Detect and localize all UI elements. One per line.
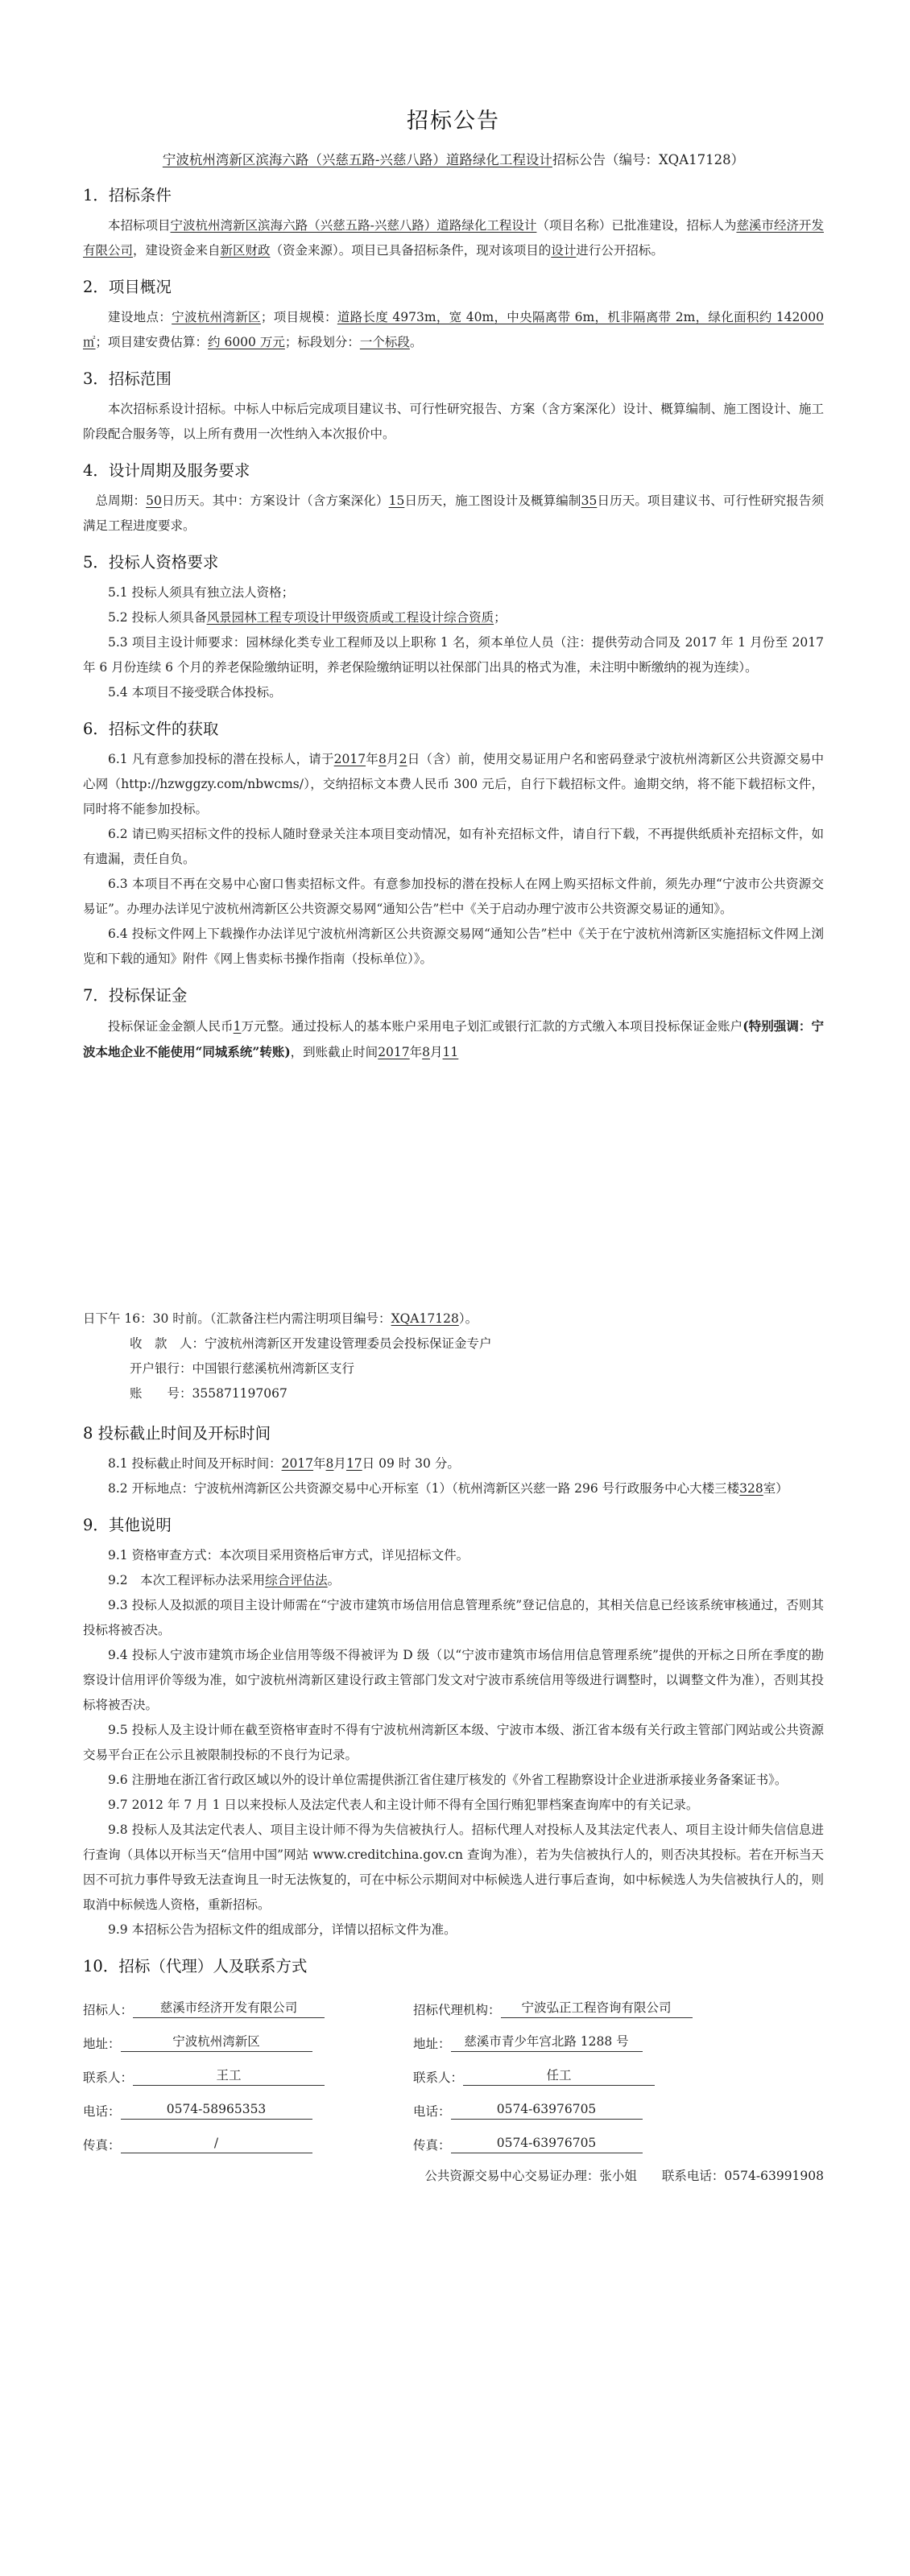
owner-fax: / bbox=[121, 2133, 312, 2153]
owner-name: 慈溪市经济开发有限公司 bbox=[133, 1998, 325, 2018]
section-9-1: 9.1 资格审查方式：本次项目采用资格后审方式，详见招标文件。 bbox=[108, 1548, 469, 1563]
section-6-2: 6.2 请已购买招标文件的投标人随时登录关注本项目变动情况，如有补充招标文件，请自行下载，不再提供纸质补充招标文件，如有遗漏，责任自负。 bbox=[83, 827, 824, 866]
footer-note: 公共资源交易中心交易证办理：张小姐 联系电话：0574-63991908 bbox=[424, 2169, 824, 2183]
page-subtitle bbox=[83, 149, 824, 168]
bank-row: 开户银行：中国银行慈溪杭州湾新区支行 bbox=[130, 1361, 355, 1376]
section-7-text: 投标保证金金额人民币1万元整。通过投标人的基本账户采用电子划汇或银行汇款的方式缴入本项目投标保证金账户(特别强调：宁波本地企业不能使用“同城系统”转账)，到账截止时间2017年8月11 bbox=[83, 1018, 824, 1059]
section-9-2: 9.2 本次工程评标办法采用综合评估法。 bbox=[108, 1573, 341, 1587]
section-heading-10: 10．招标（代理）人及联系方式 bbox=[83, 1957, 308, 1975]
page-title: 招标公告 bbox=[407, 109, 500, 134]
section-heading-1: 1．招标条件 bbox=[83, 186, 172, 204]
section-4-text: 总周期：50日历天。其中：方案设计（含方案深化）15日历天，施工图设计及概算编制35日历天。项目建议书、可行性研究报告须满足工程进度要求。 bbox=[83, 493, 824, 533]
contact-row-address: 地址： 宁波杭州湾新区 地址： 慈溪市青少年宫北路 1288 号 bbox=[83, 2018, 824, 2052]
section-5-4: 5.4 本项目不接受联合体投标。 bbox=[108, 685, 282, 700]
section-heading-3: 3．招标范围 bbox=[83, 369, 172, 388]
owner-phone: 0574-58965353 bbox=[121, 2099, 312, 2120]
section-9-6: 9.6 注册地在浙江省行政区域以外的设计单位需提供浙江省住建厅核发的《外省工程勘察设计企业进浙承接业务备案证书》。 bbox=[108, 1773, 788, 1787]
account-row: 账 号：355871197067 bbox=[130, 1386, 287, 1401]
contact-row-person: 联系人： 王工 联系人： 任工 bbox=[83, 2052, 824, 2086]
section-5-2: 5.2 投标人须具备风景园林工程专项设计甲级资质或工程设计综合资质； bbox=[108, 610, 507, 625]
agent-name: 宁波弘正工程咨询有限公司 bbox=[501, 1998, 693, 2018]
agent-fax: 0574-63976705 bbox=[451, 2133, 643, 2153]
section-6-1: 6.1 凡有意参加投标的潜在投标人，请于2017年8月2日（含）前，使用交易证用户名和密码登录宁波杭州湾新区公共资源交易中心网（http://hzwggzy.com/nbwcms/），交纳招标文本费人民币 300 元后，自行下载招标文件。逾期交纳，将不能下载招标文件，同时将不能参加投标。 bbox=[83, 752, 824, 816]
section-6-4: 6.4 投标文件网上下载操作办法详见宁波杭州湾新区公共资源交易网“通知公告”栏中《关于在宁波杭州湾新区实施招标文件网上浏览和下载的通知》附件《网上售卖标书操作指南（投标单位）》。 bbox=[83, 927, 824, 966]
section-5-3: 5.3 项目主设计师要求：园林绿化类专业工程师及以上职称 1 名，须本单位人员（注：提供劳动合同及 2017 年 1 月份至 2017 年 6 月份连续 6 个月的养老保险缴纳证明，养老保险缴纳证明以社保部门出具的格式为准，未注明中断缴纳的视为连续）。 bbox=[83, 635, 824, 675]
contact-row-fax: 传真： / 传真： 0574-63976705 bbox=[83, 2120, 824, 2153]
contacts-table bbox=[83, 1984, 824, 2153]
subtitle-suffix: 招标公告（编号：XQA17128） bbox=[552, 152, 745, 167]
agent-phone: 0574-63976705 bbox=[451, 2099, 643, 2120]
section-heading-2: 2．项目概况 bbox=[83, 278, 172, 296]
section-9-3: 9.3 投标人及拟派的项目主设计师需在“宁波市建筑市场信用信息管理系统”登记信息的，其相关信息已经该系统审核通过，否则其投标将被否决。 bbox=[83, 1598, 824, 1637]
section-9-5: 9.5 投标人及主设计师在截至资格审查时不得有宁波杭州湾新区本级、宁波市本级、浙江省本级有关行政主管部门网站或公共资源交易平台正在公示且被限制投标的不良行为记录。 bbox=[83, 1723, 824, 1762]
section-1-text: 本招标项目宁波杭州湾新区滨海六路（兴慈五路-兴慈八路）道路绿化工程设计（项目名称）已批准建设，招标人为慈溪市经济开发有限公司，建设资金来自新区财政（资金来源）。项目已具备招标条件，现对该项目的设计进行公开招标。 bbox=[83, 218, 824, 258]
section-8-2: 8.2 开标地点：宁波杭州湾新区公共资源交易中心开标室（1）（杭州湾新区兴慈一路 296 号行政服务中心大楼三楼328室） bbox=[108, 1481, 788, 1496]
section-2-text: 建设地点：宁波杭州湾新区；项目规模：道路长度 4973m，宽 40m，中央隔离带 6m，机非隔离带 2m，绿化面积约 142000 ㎡；项目建安费估算：约 6000 万元；标段划分：一个标段。 bbox=[83, 310, 824, 349]
section-heading-5: 5．投标人资格要求 bbox=[83, 553, 219, 572]
contact-row-org: 招标人： 慈溪市经济开发有限公司 招标代理机构： 宁波弘正工程咨询有限公司 bbox=[83, 1984, 824, 2018]
section-heading-9: 9．其他说明 bbox=[83, 1516, 172, 1534]
owner-address: 宁波杭州湾新区 bbox=[121, 2032, 312, 2052]
announcement-document bbox=[83, 103, 824, 2187]
blank-space bbox=[83, 1065, 824, 1307]
section-heading-6: 6．招标文件的获取 bbox=[83, 720, 219, 738]
section-8-1: 8.1 投标截止时间及开标时间：2017年8月17日 09 时 30 分。 bbox=[108, 1456, 460, 1471]
section-5-1: 5.1 投标人须具有独立法人资格； bbox=[108, 585, 295, 600]
contact-row-phone: 电话： 0574-58965353 电话： 0574-63976705 bbox=[83, 2086, 824, 2120]
section-9-4: 9.4 投标人宁波市建筑市场企业信用等级不得被评为 D 级（以“宁波市建筑市场信用信息管理系统”提供的开标之日所在季度的勘察设计信用评价等级为准，如宁波杭州湾新区建设行政主管部门发文对宁波市系统信用等级进行调整时，以调整文件为准），否则其投标将被否决。 bbox=[83, 1648, 824, 1712]
agent-address: 慈溪市青少年宫北路 1288 号 bbox=[451, 2032, 643, 2052]
section-7-deadline: 日下午 16：30 时前。（汇款备注栏内需注明项目编号：XQA17128）。 bbox=[83, 1311, 478, 1326]
subtitle-project-name: 宁波杭州湾新区滨海六路（兴慈五路-兴慈八路）道路绿化工程设计 bbox=[162, 152, 552, 167]
agent-contact: 任工 bbox=[463, 2066, 655, 2086]
section-9-9: 9.9 本招标公告为招标文件的组成部分，详情以招标文件为准。 bbox=[108, 1922, 457, 1937]
section-6-3: 6.3 本项目不再在交易中心窗口售卖招标文件。有意参加投标的潜在投标人在网上购买招标文件前，须先办理“宁波市公共资源交易证”。办理办法详见宁波杭州湾新区公共资源交易网“通知公告”栏中《关于启动办理宁波市公共资源交易证的通知》。 bbox=[83, 877, 824, 916]
bank-info bbox=[83, 1331, 824, 1406]
section-heading-7: 7．投标保证金 bbox=[83, 986, 188, 1005]
section-9-7: 9.7 2012 年 7 月 1 日以来投标人及法定代表人和主设计师不得有全国行贿犯罪档案查询库中的有关记录。 bbox=[108, 1798, 699, 1812]
section-3-text: 本次招标系设计招标。中标人中标后完成项目建议书、可行性研究报告、方案（含方案深化）设计、概算编制、施工图设计、施工阶段配合服务等，以上所有费用一次性纳入本次报价中。 bbox=[83, 402, 824, 441]
owner-contact: 王工 bbox=[133, 2066, 325, 2086]
section-9-8: 9.8 投标人及其法定代表人、项目主设计师不得为失信被执行人。招标代理人对投标人及其法定代表人、项目主设计师失信信息进行查询（具体以开标当天“信用中国”网站 www.creditchina.gov.cn 查询为准），若为失信被执行人的，则否决其投标。若在开标当天因不可抗力事件导致无法查询且一时无法恢复的，可在中标公示期间对中标候选人进行事后查询，如中标候选人为失信被执行人的，则取消中标候选人资格，重新招标。 bbox=[83, 1823, 824, 1912]
section-heading-8: 8 投标截止时间及开标时间 bbox=[83, 1424, 271, 1443]
payee-row: 收 款 人：宁波杭州湾新区开发建设管理委员会投标保证金专户 bbox=[130, 1336, 492, 1351]
section-heading-4: 4．设计周期及服务要求 bbox=[83, 461, 250, 480]
